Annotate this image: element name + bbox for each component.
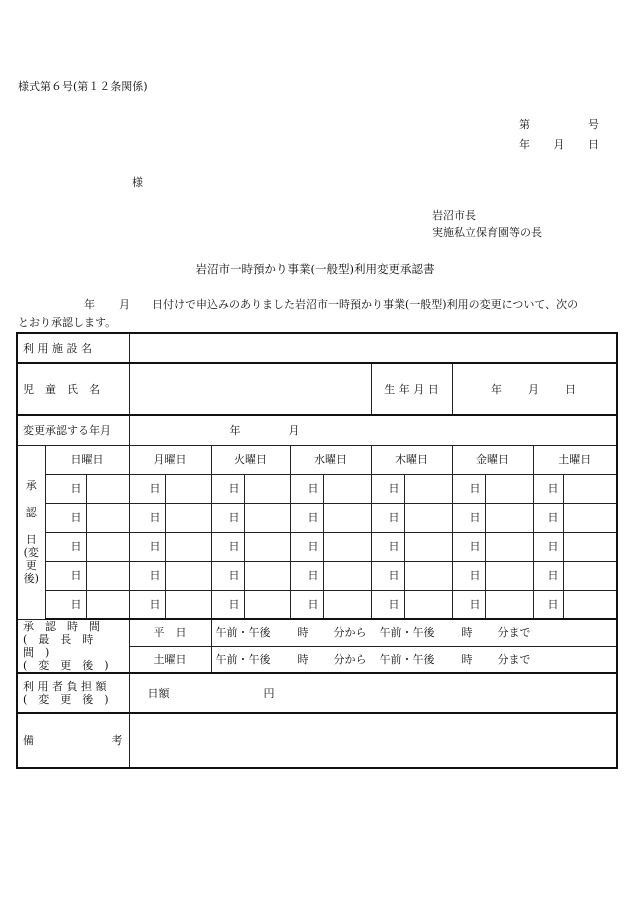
- header-thursday: 木曜日: [371, 445, 452, 474]
- day-extra: [563, 503, 617, 532]
- day-extra: [244, 590, 290, 619]
- header-saturday: 土曜日: [533, 445, 617, 474]
- issue-date-month: 月: [553, 138, 565, 151]
- fee-label: 利 用 者 負 担 額 ( 変 更 後 ): [17, 673, 129, 713]
- day-extra: [165, 474, 211, 503]
- day-cell[interactable]: 日: [371, 474, 404, 503]
- day-extra: [323, 474, 371, 503]
- day-extra: [404, 503, 452, 532]
- day-extra: [86, 474, 129, 503]
- day-extra: [244, 561, 290, 590]
- day-cell[interactable]: 日: [290, 503, 323, 532]
- day-extra: [244, 503, 290, 532]
- day-cell[interactable]: 日: [452, 532, 485, 561]
- remarks-field[interactable]: [129, 713, 617, 768]
- day-cell[interactable]: 日: [290, 474, 323, 503]
- day-extra: [323, 561, 371, 590]
- header-monday: 月曜日: [129, 445, 211, 474]
- birth-date-field[interactable]: [452, 363, 617, 415]
- weekday-hours-label: 平 日: [129, 619, 211, 646]
- issue-date-day: 日: [588, 138, 599, 151]
- day-extra: [165, 561, 211, 590]
- day-extra: [165, 532, 211, 561]
- approval-day-label: 承 認 日 (変 更 後): [17, 445, 45, 619]
- day-cell[interactable]: 日: [290, 561, 323, 590]
- day-extra: [86, 561, 129, 590]
- daily-label: 日額: [147, 686, 170, 700]
- header-wednesday: 水曜日: [290, 445, 371, 474]
- day-extra: [323, 503, 371, 532]
- day-cell[interactable]: 日: [533, 590, 563, 619]
- yen-label: 円: [263, 686, 275, 700]
- weekday-hours-field[interactable]: 午前・午後 時 分から 午前・午後 時 分まで: [211, 619, 617, 646]
- day-cell[interactable]: 日: [371, 503, 404, 532]
- day-cell[interactable]: 日: [533, 503, 563, 532]
- body-text-line1: [18, 298, 614, 312]
- day-extra: [86, 532, 129, 561]
- change-month-field[interactable]: [129, 415, 617, 445]
- day-cell[interactable]: 日: [452, 590, 485, 619]
- issue-date-year: 年: [519, 138, 530, 151]
- day-extra: [404, 590, 452, 619]
- day-cell[interactable]: 日: [45, 532, 86, 561]
- approval-form-table: [16, 332, 618, 769]
- day-extra: [244, 532, 290, 561]
- day-cell[interactable]: 日: [45, 474, 86, 503]
- issuer-facility-head: 実施私立保育園等の長: [432, 226, 542, 239]
- facility-label: 利 用 施 設 名: [17, 333, 129, 363]
- change-year: 年: [229, 423, 241, 437]
- day-extra: [86, 503, 129, 532]
- day-cell[interactable]: 日: [211, 503, 244, 532]
- day-cell[interactable]: 日: [129, 561, 165, 590]
- fee-field[interactable]: [129, 673, 617, 713]
- facility-field[interactable]: [129, 333, 617, 363]
- child-name-field[interactable]: [129, 363, 371, 415]
- day-cell[interactable]: 日: [211, 474, 244, 503]
- day-extra: [404, 474, 452, 503]
- birth-month: 月: [528, 382, 540, 396]
- day-cell[interactable]: 日: [211, 561, 244, 590]
- day-extra: [563, 474, 617, 503]
- remarks-label: 備 考: [17, 713, 129, 768]
- day-extra: [563, 532, 617, 561]
- day-extra: [485, 590, 533, 619]
- day-extra: [485, 561, 533, 590]
- issue-number-suffix: 号: [588, 118, 599, 131]
- day-extra: [485, 503, 533, 532]
- day-extra: [86, 590, 129, 619]
- day-extra: [165, 590, 211, 619]
- child-name-label: 児 童 氏 名: [17, 363, 129, 415]
- day-cell[interactable]: 日: [45, 561, 86, 590]
- day-cell[interactable]: 日: [129, 474, 165, 503]
- header-friday: 金曜日: [452, 445, 533, 474]
- saturday-hours-label: 土曜日: [129, 646, 211, 673]
- day-cell[interactable]: 日: [290, 532, 323, 561]
- day-extra: [485, 532, 533, 561]
- day-cell[interactable]: 日: [371, 590, 404, 619]
- header-tuesday: 火曜日: [211, 445, 290, 474]
- day-cell[interactable]: 日: [452, 474, 485, 503]
- issue-number-prefix: 第: [519, 118, 530, 131]
- day-extra: [323, 532, 371, 561]
- birth-day: 日: [565, 382, 577, 396]
- day-cell[interactable]: 日: [452, 503, 485, 532]
- day-cell[interactable]: 日: [45, 503, 86, 532]
- change-month-label: 変更承認する年月: [17, 415, 129, 445]
- day-cell[interactable]: 日: [533, 561, 563, 590]
- change-month: 月: [288, 423, 300, 437]
- day-extra: [485, 474, 533, 503]
- issuer-mayor: 岩沼市長: [432, 209, 476, 222]
- day-cell[interactable]: 日: [290, 590, 323, 619]
- day-cell[interactable]: 日: [211, 532, 244, 561]
- document-title: 岩沼市一時預かり事業(一般型)利用変更承認書: [195, 262, 435, 276]
- day-extra: [404, 532, 452, 561]
- day-cell[interactable]: 日: [129, 590, 165, 619]
- form-number: 様式第６号(第１２条関係): [18, 80, 148, 93]
- day-cell[interactable]: 日: [533, 532, 563, 561]
- body-text-line2: とおり承認します。: [18, 316, 117, 329]
- day-extra: [244, 474, 290, 503]
- issue-date: [519, 138, 599, 152]
- day-cell[interactable]: 日: [371, 561, 404, 590]
- birth-year: 年: [491, 382, 503, 396]
- saturday-hours-field[interactable]: 午前・午後 時 分から 午前・午後 時 分まで: [211, 646, 617, 673]
- day-cell[interactable]: 日: [452, 561, 485, 590]
- day-cell[interactable]: 日: [211, 590, 244, 619]
- header-sunday: 日曜日: [45, 445, 129, 474]
- day-extra: [563, 590, 617, 619]
- body-month: 月: [119, 298, 130, 311]
- addressee: 様: [132, 176, 143, 189]
- day-cell[interactable]: 日: [129, 503, 165, 532]
- day-cell[interactable]: 日: [533, 474, 563, 503]
- body-year: 年: [84, 298, 95, 311]
- issue-number: [519, 118, 599, 132]
- day-extra: [165, 503, 211, 532]
- day-cell[interactable]: 日: [129, 532, 165, 561]
- approval-hours-label: 承 認 時 間 ( 最 長 時 間 ) ( 変 更 後 ): [17, 619, 129, 673]
- day-cell[interactable]: 日: [371, 532, 404, 561]
- body-line1-text: 日付けで申込みのありました岩沼市一時預かり事業(一般型)利用の変更について、次の: [152, 298, 579, 311]
- day-extra: [563, 561, 617, 590]
- day-extra: [323, 590, 371, 619]
- day-cell[interactable]: 日: [45, 590, 86, 619]
- birth-date-label: 生 年 月 日: [371, 363, 452, 415]
- day-extra: [404, 561, 452, 590]
